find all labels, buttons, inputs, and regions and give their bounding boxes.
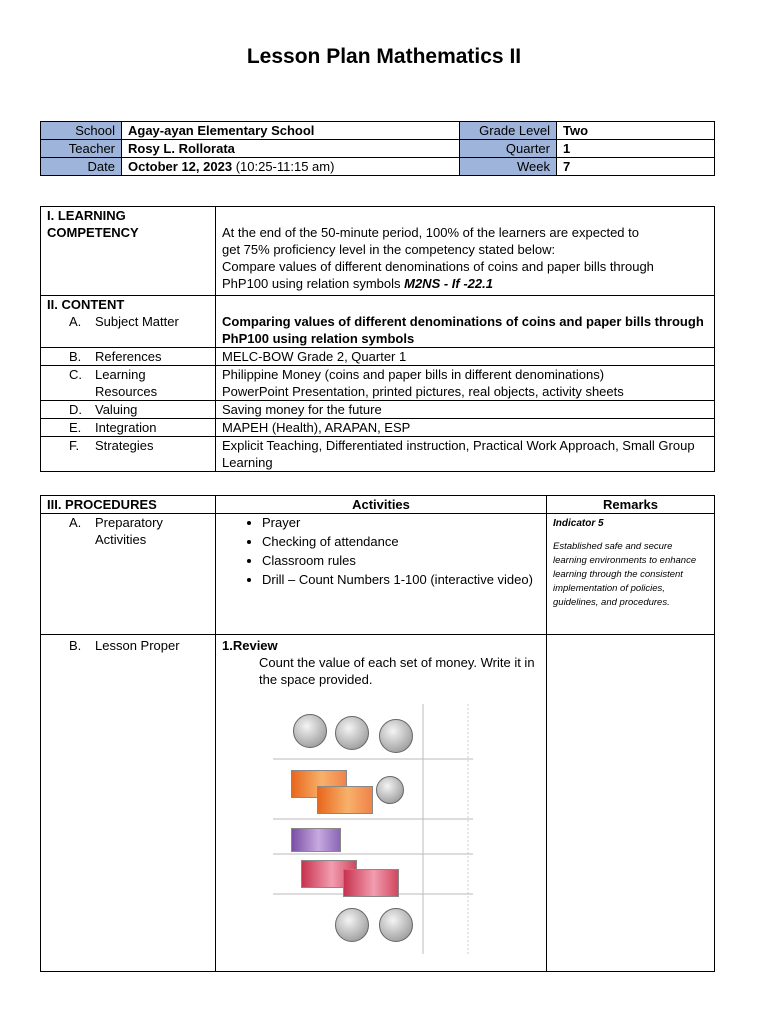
bill-icon [343,869,399,897]
valuing-cell [41,401,216,419]
info-table [40,121,715,176]
subject-letter: A. [69,314,82,329]
competency-label [41,207,216,296]
preparatory-activities [216,514,547,635]
lesson-proper-cell [41,635,216,972]
coin-icon [379,908,413,942]
coin-icon [379,719,413,753]
resources-value-line1: Philippine Money (coins and paper bills in different denominations) [222,367,605,382]
strategies-value: Explicit Teaching, Differentiated instruction, Practical Work Approach, Small Group Learning [216,437,715,472]
subject-label: Subject Matter [95,314,179,329]
school-label: School [41,122,122,140]
bill-icon [291,828,341,852]
strategies-cell [41,437,216,472]
competency-line4 [222,275,708,292]
list-item: • Drill – Count Numbers 1-100 (interactive video) [262,571,540,588]
integration-letter: E. [69,420,82,435]
competency-line1: At the end of the 50-minute period, 100% of the learners are expected to [222,225,639,240]
references-label: References [95,349,162,364]
teacher-value: Rosy L. Rollorata [122,140,460,158]
document-title: Lesson Plan Mathematics II [246,45,522,68]
resources-value-line2: PowerPoint Presentation, printed pictures, real objects, activity sheets [222,384,624,399]
week-value: 7 [557,158,715,176]
coin-icon [335,716,369,750]
review-title: 1.Review [222,638,278,653]
lesson-proper-activities [216,635,547,972]
valuing-letter: D. [69,402,82,417]
week-label: Week [460,158,557,176]
list-item: • Checking of attendance [262,533,540,550]
school-value: Agay-ayan Elementary School [122,122,460,140]
activities-header: Activities [216,496,547,514]
references-letter: B. [69,349,82,364]
lesson-proper-remarks [547,635,715,972]
grade-value: Two [557,122,715,140]
references-value: MELC-BOW Grade 2, Quarter 1 [216,348,715,366]
preparatory-remarks [547,514,715,635]
preparatory-list [222,514,540,588]
subject-value: Comparing values of different denominations of coins and paper bills through PhP100 using relation symbols [216,296,715,348]
preparatory-letter: A. [69,515,82,530]
remark-title: Indicator 5 [553,518,604,529]
remarks-header: Remarks [547,496,715,514]
resources-label: Learning Resources [95,367,158,399]
procedures-table [40,495,715,972]
quarter-label: Quarter [460,140,557,158]
lesson-proper-label: Lesson Proper [95,638,180,653]
references-cell [41,348,216,366]
procedures-header-label: III. PROCEDURES [41,496,216,514]
review-text: Count the value of each set of money. Write it in the space provided. [259,655,535,687]
time-text: (10:25-11:15 am) [235,159,335,174]
competency-line2: get 75% proficiency level in the competency stated below: [222,242,556,257]
strategies-label: Strategies [95,438,154,453]
competency-code: M2NS - If -22.1 [404,276,493,291]
strategies-letter: F. [69,438,80,453]
content-label: II. CONTENT [47,297,125,312]
quarter-value: 1 [557,140,715,158]
teacher-label: Teacher [41,140,122,158]
preparatory-label: Preparatory Activities [95,515,163,547]
content-subject-label [41,296,216,348]
resources-letter: C. [69,367,82,382]
grade-label: Grade Level [460,122,557,140]
preparatory-cell [41,514,216,635]
integration-label: Integration [95,420,157,435]
money-worksheet-image [273,704,473,954]
competency-line4-text: PhP100 using relation symbols [222,276,401,291]
coin-icon [293,714,327,748]
bill-icon [317,786,373,814]
competency-label-line2: COMPETENCY [47,225,139,240]
content-table [40,206,715,472]
coin-icon [376,776,404,804]
date-value [122,158,460,176]
list-item: • Classroom rules [262,552,540,569]
competency-line3: Compare values of different denominations of coins and paper bills through [222,259,654,274]
competency-label-line1: I. LEARNING [47,208,126,223]
resources-cell [41,366,216,401]
coin-icon [335,908,369,942]
valuing-value: Saving money for the future [216,401,715,419]
valuing-label: Valuing [95,402,138,417]
integration-cell [41,419,216,437]
lesson-proper-letter: B. [69,638,82,653]
resources-value [216,366,715,401]
list-item: • Prayer [262,514,540,531]
competency-text [216,207,715,296]
integration-value: MAPEH (Health), ARAPAN, ESP [216,419,715,437]
remark-text: Established safe and secure learning environments to enhance learning through the consistent implementation of policies, guidelines, and procedures. [553,541,697,608]
date-label: Date [41,158,122,176]
date-text: October 12, 2023 [128,159,233,174]
